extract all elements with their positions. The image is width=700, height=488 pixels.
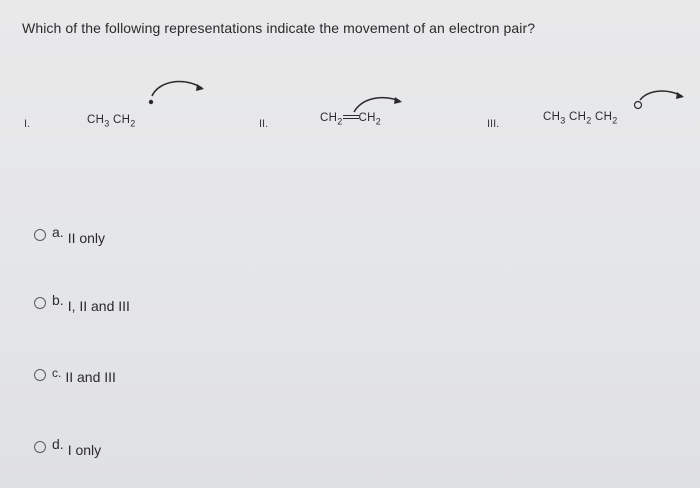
option-b[interactable]: [34, 292, 130, 314]
option-d-letter: d.: [52, 436, 64, 452]
radio-a[interactable]: [34, 229, 46, 241]
numeral-ii: II.: [259, 118, 269, 130]
numeral-i: I.: [24, 118, 31, 130]
option-d-text: I only: [67, 442, 102, 458]
option-a-letter: a.: [52, 224, 64, 240]
option-a-text: II only: [67, 230, 106, 246]
radio-d[interactable]: [34, 441, 46, 453]
question-text: Which of the following representations indicate the movement of an electron pair?: [22, 20, 536, 36]
option-b-text: I, II and III: [67, 298, 130, 314]
option-d[interactable]: [34, 436, 102, 458]
option-a[interactable]: [34, 224, 106, 246]
option-b-letter: b.: [52, 292, 64, 308]
curved-arrow-i: [140, 74, 210, 114]
curved-arrow-ii: [350, 92, 410, 116]
formula-ii: $CH_2$ $CH_2$: [320, 112, 382, 127]
curved-arrow-iii: [626, 84, 688, 116]
formula-i: $CH_3$ $CH_2$: [87, 114, 136, 129]
option-c-text: II and III: [65, 369, 116, 385]
numeral-iii: III.: [487, 118, 500, 130]
option-c-letter: c.: [52, 366, 62, 380]
option-c[interactable]: [34, 366, 116, 385]
radio-b[interactable]: [34, 297, 46, 309]
formula-iii: $CH_3$ $CH_2$ $CH_2$: [543, 111, 618, 126]
radio-c[interactable]: [34, 369, 46, 381]
